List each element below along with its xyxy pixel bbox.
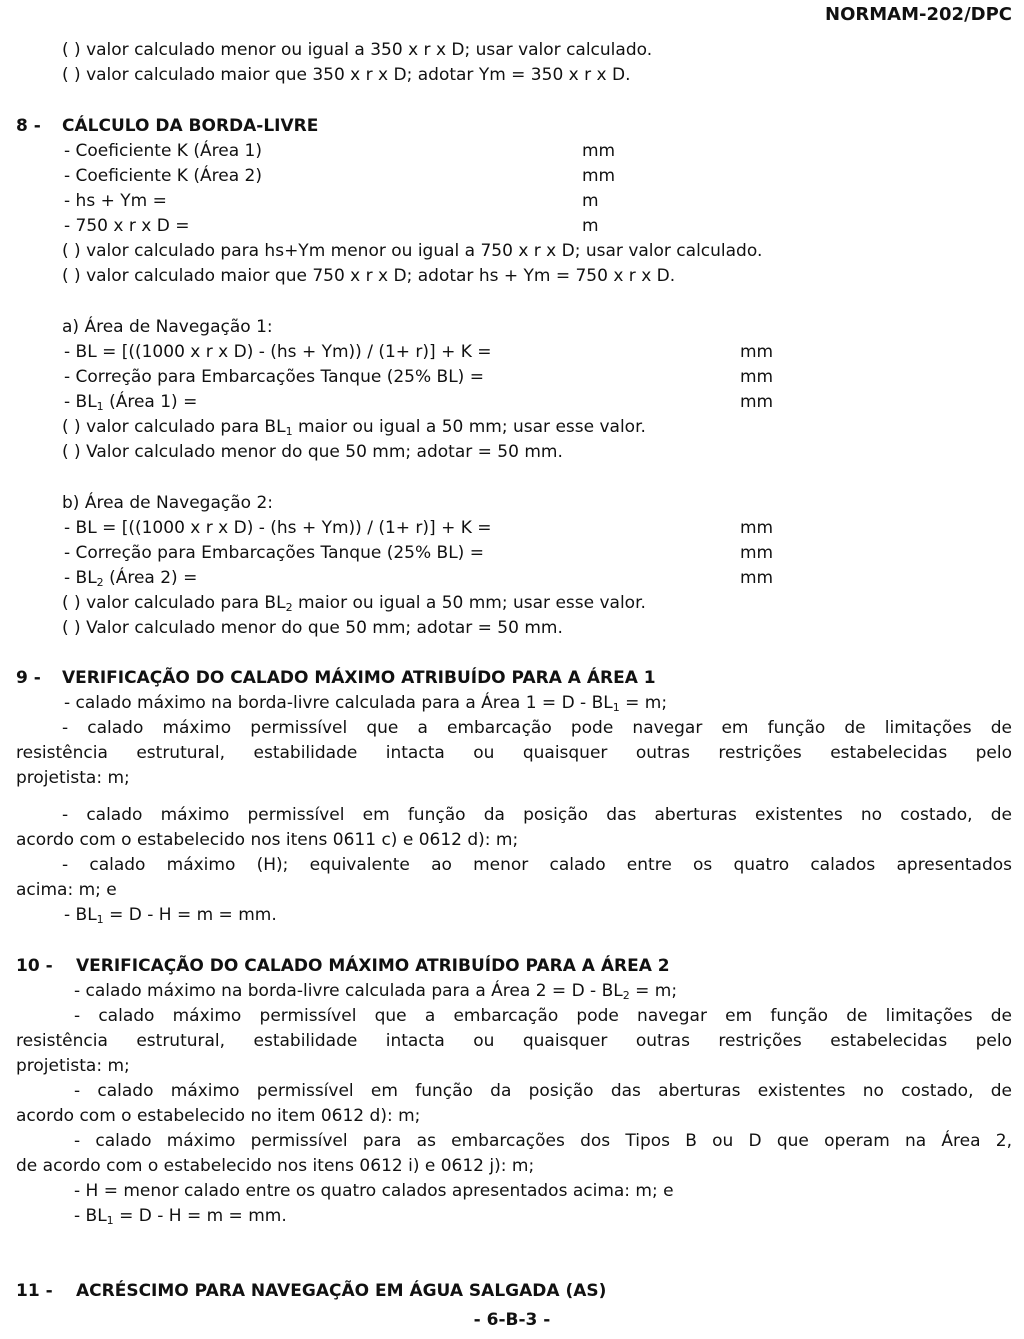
section-9-heading bbox=[16, 666, 656, 690]
paragraph-line: acima: m; e bbox=[16, 880, 117, 900]
section-number: 8 - bbox=[16, 116, 41, 136]
formula-bl: - BL = [((1000 x r x D) - (hs + Ym)) / (1+ r)] + K = bbox=[64, 518, 492, 538]
section-11-heading bbox=[16, 1279, 606, 1303]
paragraph-line: acordo com o estabelecido nos itens 0611 c) e 0612 d): m; bbox=[16, 830, 519, 850]
option-line: ( ) valor calculado maior que 750 x r x D; adotar hs + Ym = 750 x r x D. bbox=[62, 266, 676, 286]
paragraph-line: resistência estrutural, estabilidade intacta ou quaisquer outras restrições estabelecidas pelo bbox=[16, 743, 1012, 763]
section-title: ACRÉSCIMO PARA NAVEGAÇÃO EM ÁGUA SALGADA (AS) bbox=[76, 1281, 607, 1301]
paragraph-line: - calado máximo na borda-livre calculada para a Área $2 = D - BL_2 = m$; bbox=[74, 981, 678, 1002]
coef-k-area2-row: - Coeficiente K (Área 2) bbox=[64, 166, 262, 186]
option-line: ( ) Valor calculado menor do que 50 mm; adotar = 50 mm. bbox=[62, 442, 563, 462]
unit-label: mm bbox=[740, 367, 774, 387]
formula-correction: - Correção para Embarcações Tanque (25% BL) = bbox=[64, 367, 484, 387]
option-line: ( ) valor calculado maior que 350 x r x D; adotar Ym = 350 x r x D. bbox=[62, 65, 631, 85]
unit-label: mm bbox=[740, 342, 774, 362]
section-10-heading bbox=[16, 954, 670, 978]
hs-ym-row: - hs + Ym = bbox=[64, 191, 167, 211]
formula-correction: - Correção para Embarcações Tanque (25% BL) = bbox=[64, 543, 484, 563]
unit-label: mm bbox=[740, 518, 774, 538]
coef-k-area1-row: - Coeficiente K (Área 1) bbox=[64, 141, 262, 161]
paragraph-line: - calado máximo permissível em função da posição das aberturas existentes no costado, de bbox=[74, 1081, 1012, 1101]
formula-bl1: - $BL_1$ (Área 1) = bbox=[64, 392, 198, 413]
paragraph-line: - calado máximo permissível em função da posição das aberturas existentes no costado, de bbox=[62, 805, 1012, 825]
paragraph-line: - calado máximo (H); equivalente ao menor calado entre os quatro calados apresentados bbox=[62, 855, 1012, 875]
section-title: VERIFICAÇÃO DO CALADO MÁXIMO ATRIBUÍDO PARA A ÁREA 2 bbox=[76, 956, 670, 976]
subsection-b-title: b) Área de Navegação 2: bbox=[62, 493, 273, 513]
option-line: ( ) valor calculado para $BL_2$ maior ou igual a 50 mm; usar esse valor. bbox=[62, 593, 646, 614]
paragraph-line: - H = menor calado entre os quatro calados apresentados acima: m; e bbox=[74, 1181, 674, 1201]
paragraph-line: - calado máximo na borda-livre calculada para a Área $1 = D - BL_1 = m$; bbox=[64, 693, 668, 714]
paragraph-line: - calado máximo permissível que a embarcação pode navegar em função de limitações de bbox=[62, 718, 1012, 738]
document-header: NORMAM-202/DPC bbox=[825, 4, 1012, 25]
unit-label: mm bbox=[740, 392, 774, 412]
formula-bl: - BL = [((1000 x r x D) - (hs + Ym)) / (1+ r)] + K = bbox=[64, 342, 492, 362]
section-number: 11 - bbox=[16, 1281, 53, 1301]
paragraph-line: acordo com o estabelecido no item 0612 d): m; bbox=[16, 1106, 421, 1126]
paragraph-line: de acordo com o estabelecido nos itens 0612 i) e 0612 j): m; bbox=[16, 1156, 535, 1176]
paragraph-line: resistência estrutural, estabilidade intacta ou quaisquer outras restrições estabelecidas pelo bbox=[16, 1031, 1012, 1051]
section-number: 10 - bbox=[16, 956, 53, 976]
section-title: VERIFICAÇÃO DO CALADO MÁXIMO ATRIBUÍDO PARA A ÁREA 1 bbox=[62, 668, 656, 688]
section-8-heading bbox=[16, 114, 318, 138]
section-number: 9 - bbox=[16, 668, 41, 688]
paragraph-line: projetista: m; bbox=[16, 1056, 130, 1076]
page-number: - 6-B-3 - bbox=[473, 1310, 551, 1330]
unit-label: mm bbox=[740, 543, 774, 563]
subsection-a-title: a) Área de Navegação 1: bbox=[62, 317, 273, 337]
unit-label: m bbox=[582, 191, 599, 211]
750rd-row: - 750 x r x D = bbox=[64, 216, 190, 236]
option-line: ( ) Valor calculado menor do que 50 mm; adotar = 50 mm. bbox=[62, 618, 563, 638]
option-line: ( ) valor calculado para hs+Ym menor ou igual a 750 x r x D; usar valor calculado. bbox=[62, 241, 763, 261]
formula-bl2: - $BL_2$ (Área 2) = bbox=[64, 568, 198, 589]
unit-label: m bbox=[582, 216, 599, 236]
paragraph-line: - $BL_1 = D - H = m$ = mm. bbox=[74, 1206, 287, 1227]
option-line: ( ) valor calculado menor ou igual a 350 x r x D; usar valor calculado. bbox=[62, 40, 653, 60]
option-line: ( ) valor calculado para $BL_1$ maior ou igual a 50 mm; usar esse valor. bbox=[62, 417, 646, 438]
unit-label: mm bbox=[740, 568, 774, 588]
paragraph-line: - calado máximo permissível para as embarcações dos Tipos B ou D que operam na Área 2, bbox=[74, 1131, 1012, 1151]
paragraph-line: projetista: m; bbox=[16, 768, 130, 788]
unit-label: mm bbox=[582, 166, 616, 186]
paragraph-line: - $BL_1 = D - H = m$ = mm. bbox=[64, 905, 277, 926]
section-title: CÁLCULO DA BORDA-LIVRE bbox=[62, 116, 319, 136]
paragraph-line: - calado máximo permissível que a embarcação pode navegar em função de limitações de bbox=[74, 1006, 1012, 1026]
unit-label: mm bbox=[582, 141, 616, 161]
